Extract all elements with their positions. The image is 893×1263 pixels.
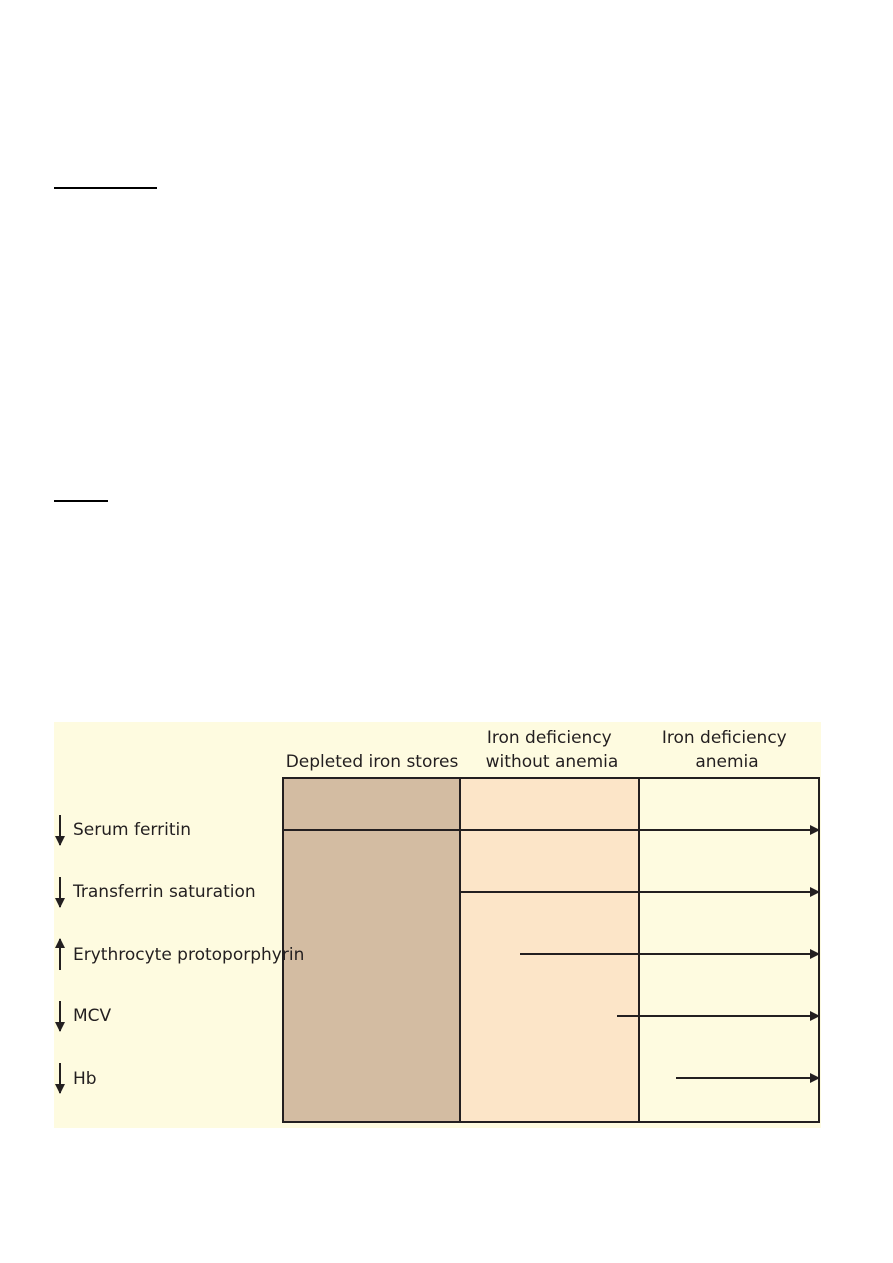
column-header-depleted-stores: Depleted iron stores	[285, 752, 459, 772]
column-header-anemia: Iron deficiency anemia	[661, 728, 787, 772]
marker-label: Serum ferritin	[73, 820, 191, 840]
marker-label: Hb	[73, 1069, 97, 1089]
column-header-without-anemia: Iron deficiency without anemia	[485, 728, 619, 772]
marker-label: Transferrin saturation	[73, 882, 256, 902]
marker-label: MCV	[73, 1006, 112, 1026]
marker-label: Erythrocyte protoporphyrin	[73, 945, 305, 965]
